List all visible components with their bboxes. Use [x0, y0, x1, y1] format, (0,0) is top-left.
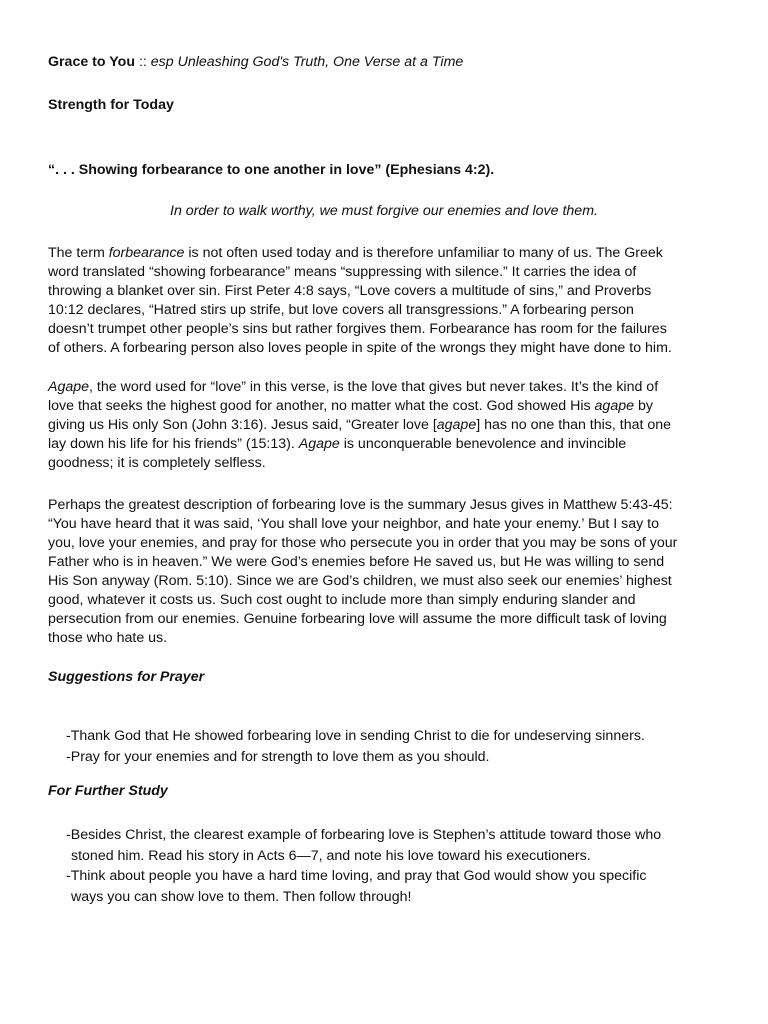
text-line: [48, 435, 728, 454]
text-line: “You have heard that it was said, ‘You shall love your neighbor, and hate your enemy.’ But I say to: [48, 516, 659, 532]
text-line: -Think about people you have a hard time loving, and pray that God would show you specific: [66, 868, 647, 884]
org-name: Grace to You: [48, 54, 135, 70]
text-line: good, whatever it costs us. Such cost ought to include more than simply enduring slander and: [48, 592, 636, 608]
header-line: [48, 53, 728, 72]
text-run: by: [634, 398, 653, 414]
text-run: ] has no one than this, that one: [476, 417, 672, 433]
text-run: giving us His only Son (John 3:16). Jesus said, “Greater love [: [48, 417, 437, 433]
text-line: [48, 397, 728, 416]
prayer-item: -Thank God that He showed forbearing love in sending Christ to die for undeserving sinners.: [66, 728, 645, 744]
italic-term: Agape: [298, 436, 340, 452]
text-run: lay down his life for his friends” (15:13).: [48, 436, 299, 452]
text-line: stoned him. Read his story in Acts 6—7, and note his love toward his executioners.: [71, 848, 591, 864]
text-line: persecution from our enemies. Genuine forbearing love will assume the more difficult task of loving: [48, 611, 667, 627]
text-line: [48, 378, 728, 397]
text-run: is unconquerable benevolence and invincible: [339, 436, 627, 452]
text-run: is not often used today and is therefore unfamiliar to many of us. The Greek: [184, 245, 663, 261]
text-line: doesn’t trumpet other people’s sins but rather forgives them. Forbearance has room for the failures: [48, 321, 667, 337]
text-line: those who hate us.: [48, 630, 168, 646]
italic-term: Agape: [48, 379, 90, 395]
italic-term: agape: [594, 398, 634, 414]
italic-term: forbearance: [108, 245, 185, 261]
text-line: Perhaps the greatest description of forbearing love is the summary Jesus gives in Matthew 5:43-45:: [48, 497, 673, 513]
text-line: throwing a blanket over sin. First Peter 4:8 says, “Love covers a multitude of sins,” and Proverbs: [48, 283, 652, 299]
text-line: goodness; it is completely selfless.: [48, 455, 266, 471]
text-line: word translated “showing forbearance” means “suppressing with silence.” It carries the idea of: [48, 264, 637, 280]
paragraph-matthew: [48, 496, 728, 648]
text-run: The term: [48, 245, 109, 261]
text-line: Father who is in heaven.” We were God’s enemies before He saved us, but He was willing to send: [48, 554, 665, 570]
study-item: [66, 825, 746, 867]
text-line: His Son anyway (Rom. 5:10). Since we are God’s children, we must also seek our enemies’ highest: [48, 573, 672, 589]
text-line: ways you can show love to them. Then follow through!: [71, 889, 412, 905]
text-line: of others. A forbearing person also loves people in spite of the wrongs they might have done to him.: [48, 340, 672, 356]
text-run: , the word used for “love” in this verse, is the love that gives but never takes. It’s the kind of: [89, 379, 659, 395]
verse-reference: “. . . Showing forbearance to one another in love” (Ephesians 4:2).: [48, 162, 495, 178]
header-tagline: esp Unleashing God's Truth, One Verse at a Time: [150, 54, 464, 70]
text-line: you, love your enemies, and pray for those who persecute you in order that you may be sons of your: [48, 535, 678, 551]
series-title: Strength for Today: [48, 97, 174, 113]
prayer-item: -Pray for your enemies and for strength to love them as you should.: [66, 749, 490, 765]
italic-term: agape: [436, 417, 477, 433]
text-line: [48, 416, 728, 435]
text-line: 10:12 declares, “Hatred stirs up strife, but love covers all transgressions.” A forbearing person: [48, 302, 634, 318]
study-item: [66, 866, 746, 908]
devotional-summary: In order to walk worthy, we must forgive our enemies and love them.: [170, 203, 598, 219]
text-run: love that seeks the highest good for another, no matter what the cost. God showed His: [48, 398, 595, 414]
study-heading: For Further Study: [48, 783, 168, 799]
header-separator: ::: [135, 54, 151, 70]
text-line: -Besides Christ, the clearest example of forbearing love is Stephen’s attitude toward those who: [66, 827, 662, 843]
text-line: [48, 244, 728, 263]
paragraph-forbearance: [48, 244, 728, 358]
paragraph-agape: [48, 378, 728, 473]
prayer-heading: Suggestions for Prayer: [48, 669, 205, 685]
